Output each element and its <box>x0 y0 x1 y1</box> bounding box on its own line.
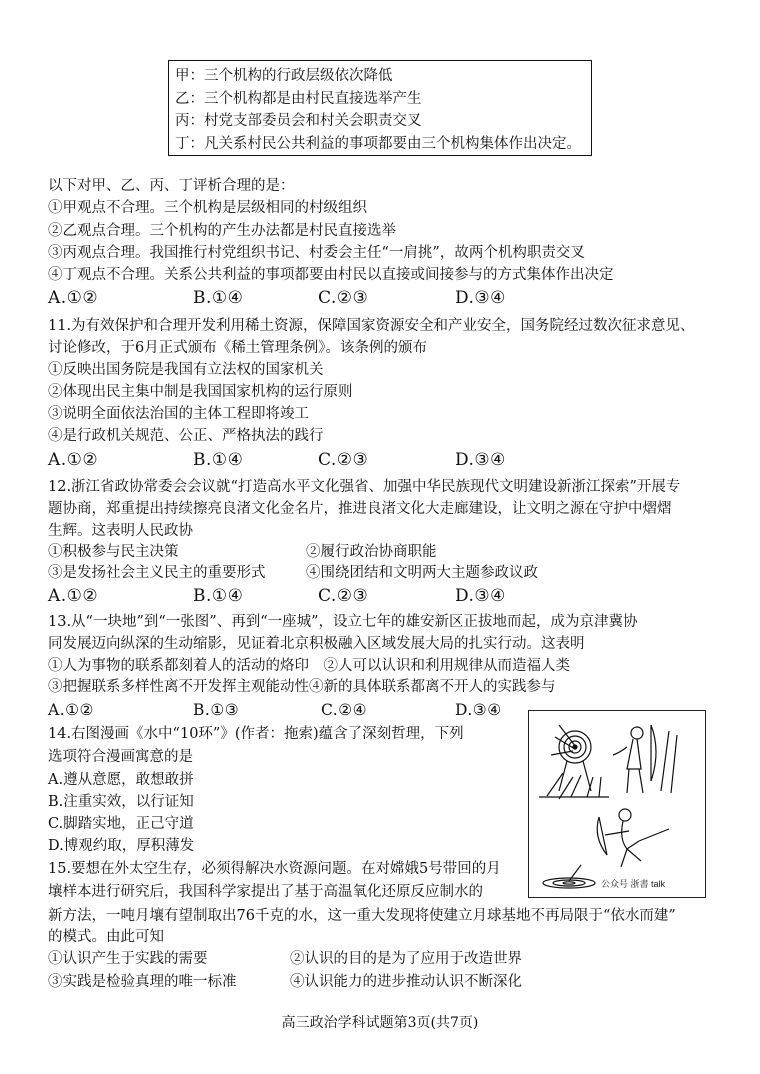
q15-stem-line3: 新方法，一吨月壤有望制取出76千克的水，这一重大发现将使建立月球基地不再局限于“依水而建” <box>48 908 676 924</box>
q12-item-3: ③是发扬社会主义民主的重要形式 <box>48 565 266 581</box>
q15-item-1: ①认识产生于实践的需要 <box>48 951 208 967</box>
q12-option-b[interactable]: B.①④ <box>193 586 244 606</box>
q12-item-2: ②履行政治协商职能 <box>306 544 437 560</box>
q12-option-a[interactable]: A.①② <box>48 586 99 606</box>
q12-item-1: ①积极参与民主决策 <box>48 544 179 560</box>
q14-option-d[interactable]: D.博观约取，厚积薄发 <box>48 838 195 854</box>
q15-stem-line1: 15.要想在外太空生存，必须得解决水资源问题。在对嫦娥5号带回的月 <box>48 861 501 877</box>
q14-option-c[interactable]: C.脚踏实地，正己守道 <box>48 816 194 832</box>
viewpoint-ding: 丁：凡关系村民公共利益的事项都要由三个机构集体作出决定。 <box>175 135 581 152</box>
viewpoint-bing: 丙：村党支部委员会和村关会职责交叉 <box>175 113 422 129</box>
viewpoint-yi: 乙：三个机构都是由村民直接选举产生 <box>175 90 422 107</box>
archery-cartoon-illustration <box>529 711 705 897</box>
q13-items-1-2: ①人为事物的联系都刻着人的活动的烙印 ②人可以认识和利用规律从而造福人类 <box>48 658 570 674</box>
cartoon-image <box>528 710 706 898</box>
q13-option-d[interactable]: D.③④ <box>455 701 502 719</box>
q10-option-b[interactable]: B.①④ <box>193 288 244 308</box>
q13-stem-line1: 13.从“一块地”到“一张图”、再到“一座城”，设立七年的雄安新区正拔地而起，成为京津冀协 <box>48 614 638 630</box>
q11-option-d[interactable]: D.③④ <box>455 450 506 470</box>
q13-option-c[interactable]: C.②④ <box>321 701 368 719</box>
q12-item-4: ④围绕团结和文明两大主题参政议政 <box>306 565 538 581</box>
q11-stem-line2: 讨论修改，于6月正式颁布《稀土管理条例》。该条例的颁布 <box>48 340 427 356</box>
page-footer: 高三政治学科试题第3页(共7页) <box>281 1015 479 1031</box>
q10-option-c[interactable]: C.②③ <box>318 288 369 308</box>
q15-item-4: ④认识能力的进步推动认识不断深化 <box>290 974 522 990</box>
q14-option-b[interactable]: B.注重实效，以行证知 <box>48 794 194 810</box>
q12-option-d[interactable]: D.③④ <box>455 586 506 606</box>
q10-item-2: ②乙观点合理。三个机构的产生办法都是村民直接选举 <box>48 223 396 239</box>
q15-item-2: ②认识的目的是为了应用于改造世界 <box>290 951 522 967</box>
q11-item-2: ②体现出民主集中制是我国国家机构的运行原则 <box>48 384 353 400</box>
q10-option-d[interactable]: D.③④ <box>455 288 506 308</box>
q11-option-a[interactable]: A.①② <box>48 450 99 470</box>
q11-item-1: ①反映出国务院是我国有立法权的国家机关 <box>48 362 324 378</box>
material-box <box>168 60 592 156</box>
q12-stem-line2: 题协商，郑重提出持续擦亮良渚文化金名片，推进良渚文化大走廊建设，让文明之源在守护中熠熠 <box>48 501 672 517</box>
q10-option-a[interactable]: A.①② <box>48 288 99 308</box>
q13-option-b[interactable]: B.①③ <box>193 701 240 719</box>
q10-item-4: ④丁观点不合理。关系公共利益的事项都要由村民以直接或间接参与的方式集体作出决定 <box>48 267 614 283</box>
q14-stem-line2: 选项符合漫画寓意的是 <box>48 749 193 765</box>
q10-item-1: ①甲观点不合理。三个机构是层级相同的村级组织 <box>48 200 367 216</box>
q11-option-c[interactable]: C.②③ <box>318 450 369 470</box>
q10-item-3: ③丙观点合理。我国推行村党组织书记、村委会主任“一肩挑”，故两个机构职责交叉 <box>48 245 585 261</box>
q12-stem-line3: 生辉。这表明人民政协 <box>48 523 193 539</box>
q12-stem-line1: 12.浙江省政协常委会会议就“打造高水平文化强省、加强中华民族现代文明建设新浙江探索”开展专 <box>48 479 681 495</box>
q11-item-3: ③说明全面依法治国的主体工程即将竣工 <box>48 406 309 422</box>
q13-items-3-4: ③把握联系多样性离不开发挥主观能动性④新的具体联系都离不开人的实践参与 <box>48 679 556 695</box>
q13-stem-line2: 同发展迈向纵深的生动缩影，见证着北京积极融入区域发展大局的扎实行动。这表明 <box>48 636 585 652</box>
q11-item-4: ④是行政机关规范、公正、严格执法的践行 <box>48 428 324 444</box>
q15-item-3: ③实践是检验真理的唯一标准 <box>48 974 237 990</box>
q12-option-c[interactable]: C.②③ <box>318 586 369 606</box>
cartoon-watermark: 公众号 浙書 talk <box>601 879 666 889</box>
q14-option-a[interactable]: A.遵从意愿，敢想敢拼 <box>48 772 194 788</box>
q14-stem-line1: 14.右图漫画《水中“10环”》(作者：拖索)蕴含了深刻哲理，下列 <box>48 726 464 742</box>
q11-option-b[interactable]: B.①④ <box>193 450 244 470</box>
q13-option-a[interactable]: A.①② <box>48 701 94 719</box>
q15-stem-line2: 壤样本进行研究后，我国科学家提出了基于高温氧化还原反应制水的 <box>48 884 483 900</box>
q15-stem-line4: 的模式。由此可知 <box>48 929 164 945</box>
q11-stem-line1: 11.为有效保护和合理开发利用稀土资源，保障国家资源安全和产业安全，国务院经过数次征求意见、 <box>48 318 695 334</box>
q10-stem: 以下对甲、乙、丙、丁评析合理的是： <box>48 178 295 194</box>
viewpoint-jia: 甲：三个机构的行政层级依次降低 <box>175 68 393 84</box>
